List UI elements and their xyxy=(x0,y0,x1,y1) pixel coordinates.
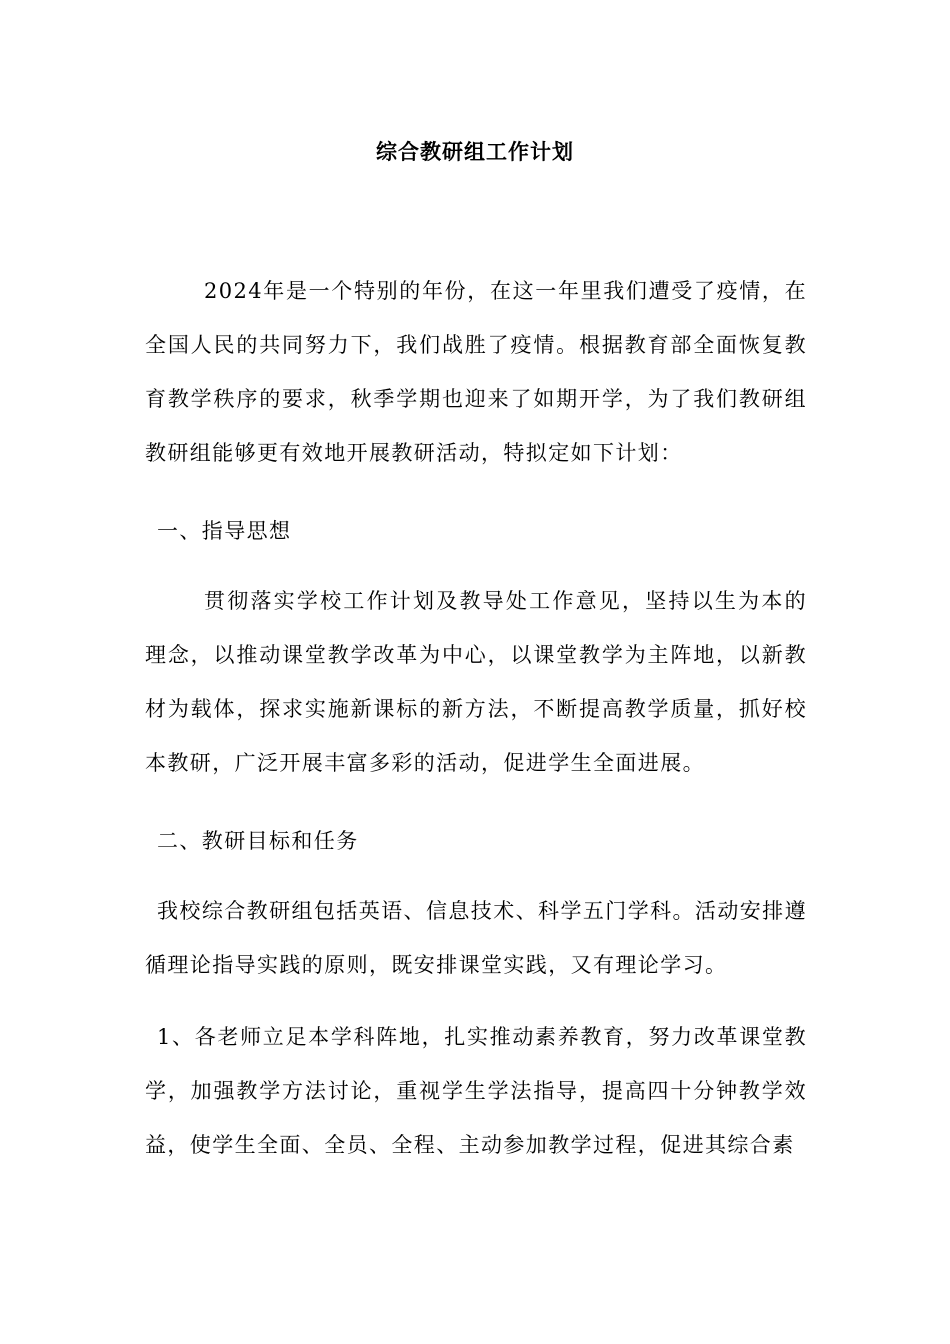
item-1-paragraph: 1、各老师立足本学科阵地，扎实推动素养教育，努力改革课堂教学，加强教学方法讨论，重视学生学法指导，提高四十分钟教学效益，使学生全面、全员、全程、主动参加教学过程，促进其综合素 xyxy=(145,1025,807,1157)
document-title: 综合教研组工作计划 xyxy=(376,139,574,164)
section-heading-goals-tasks: 二、教研目标和任务 xyxy=(157,829,359,853)
section-heading-guiding-ideology: 一、指导思想 xyxy=(157,519,292,543)
goals-tasks-paragraph: 我校综合教研组包括英语、信息技术、科学五门学科。活动安排遵循理论指导实践的原则，既安排课堂实践，又有理论学习。 xyxy=(145,899,807,977)
intro-paragraph: 2024年是一个特别的年份，在这一年里我们遭受了疫情，在全国人民的共同努力下，我们战胜了疫情。根据教育部全面恢复教育教学秩序的要求，秋季学期也迎来了如期开学，为了我们教研组教研组能够更有效地开展教研活动，特拟定如下计划： xyxy=(145,279,807,465)
guiding-ideology-paragraph: 贯彻落实学校工作计划及教导处工作意见，坚持以生为本的理念，以推动课堂教学改革为中心，以课堂教学为主阵地，以新教材为载体，探求实施新课标的新方法，不断提高教学质量，抓好校本教研，广泛开展丰富多彩的活动，促进学生全面进展。 xyxy=(145,589,807,775)
